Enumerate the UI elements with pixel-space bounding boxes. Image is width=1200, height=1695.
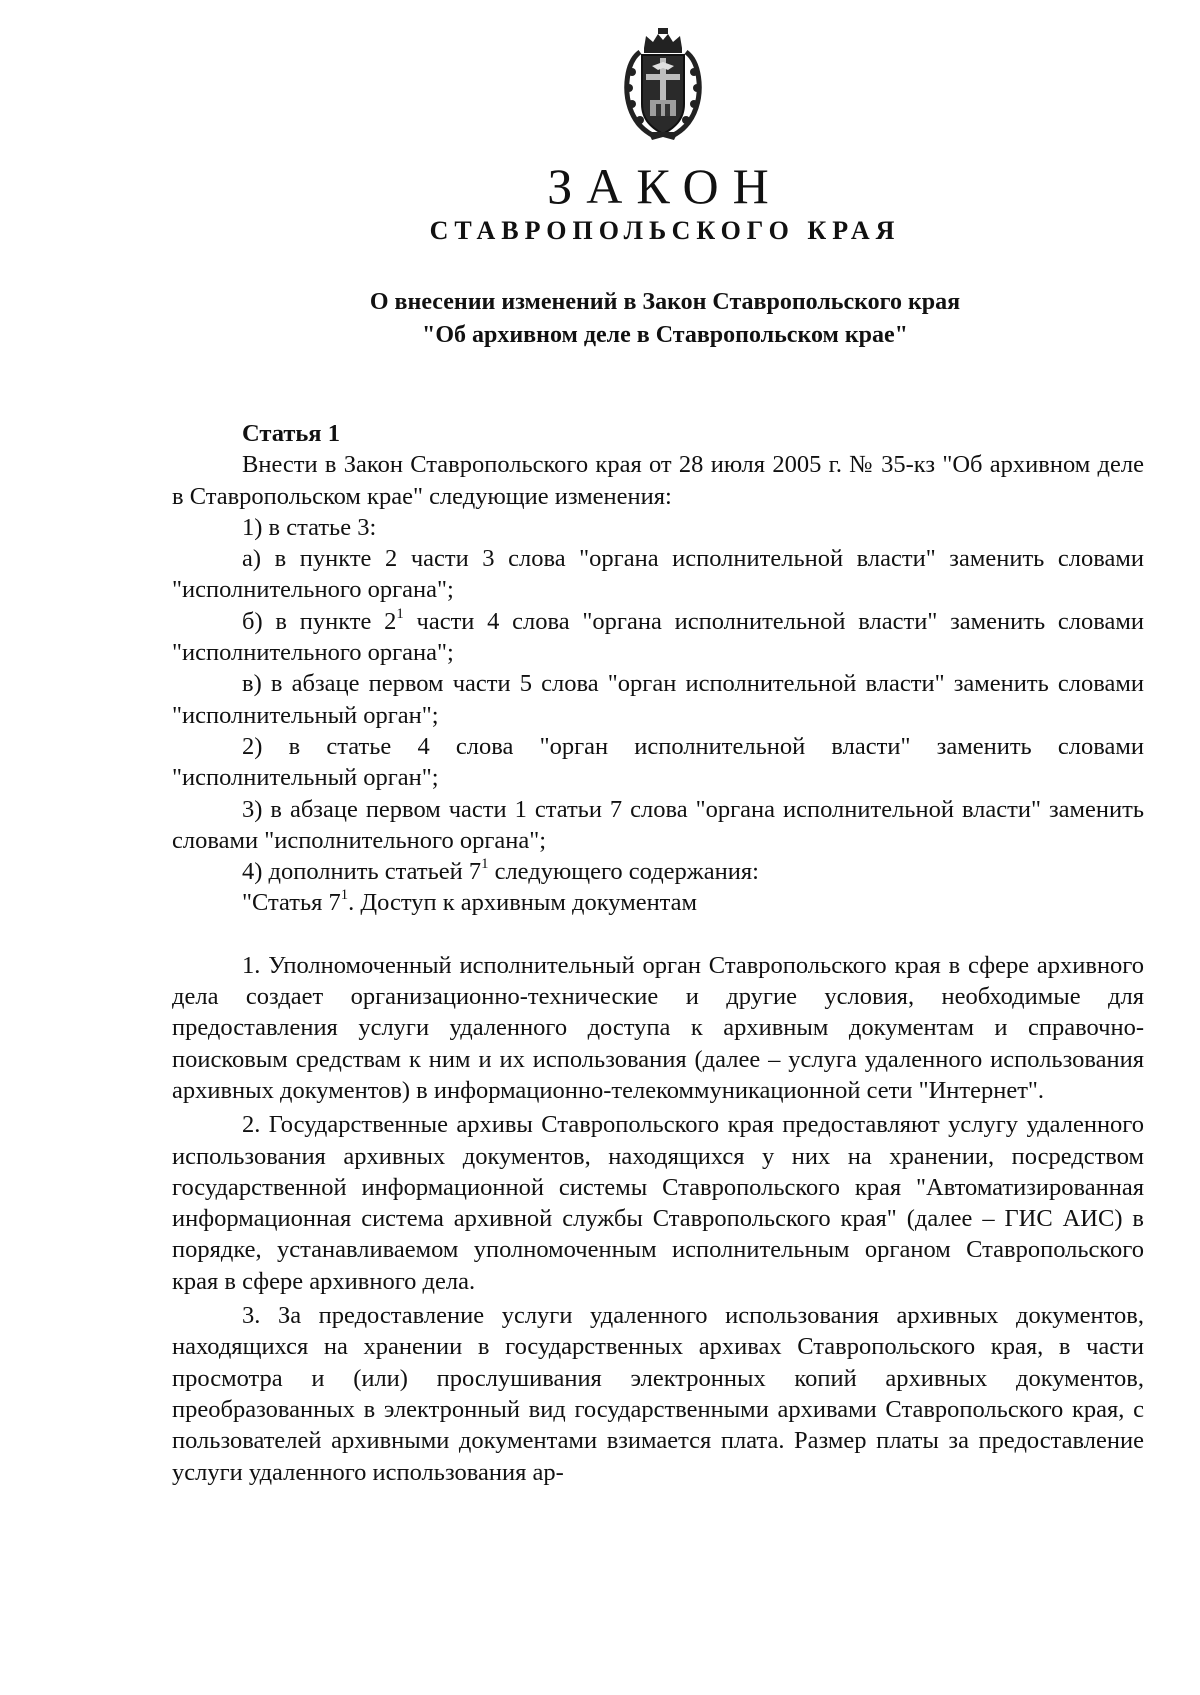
- paragraph-item-1a: а) в пункте 2 части 3 слова "органа исполнительной власти" заменить словами "исполнительного органа";: [172, 545, 1144, 604]
- article-title: Статья 1: [242, 420, 340, 447]
- paragraph-item-3: 3) в абзаце первом части 1 статьи 7 слова "органа исполнительной власти" заменить словами "исполнительного органа";: [172, 795, 1144, 854]
- document-body: [172, 418, 1144, 1488]
- document-subtitle: СТАВРОПОЛЬСКОГО КРАЯ: [429, 216, 901, 245]
- paragraph-item-1c: в) в абзаце первом части 5 слова "орган исполнительной власти" заменить словами "исполнительный орган";: [172, 670, 1144, 729]
- paragraph-item-1b: [172, 606, 1144, 669]
- paragraph-item-1: 1) в статье 3:: [242, 513, 377, 541]
- paragraph-intro: Внести в Закон Ставропольского края от 28 июля 2005 г. № 35-кз "Об архивном деле в Ставропольском крае" следующие изменения:: [172, 451, 1144, 510]
- new-article-text-end: . Доступ к архивным документам: [348, 889, 698, 917]
- item-1b-text-start: б) в пункте 2: [242, 607, 397, 635]
- item-4-text-start: 4) дополнить статьей 7: [242, 858, 482, 886]
- item-1b-text-end: части 4 слова "органа исполнительной власти" заменить словами "исполнительного органа";: [172, 607, 1144, 667]
- paragraph-point-3: 3. За предоставление услуги удаленного использования архивных документов, находящихся на хранении в государственных архивах Ставропольского края, в части просмотра и (или) прослушивания электронных копий архивных документов, преобразованных в электронный вид государственными архивами Ставропольского края, с пользователей архивными документами взимается плата. Размер платы за предоставление услуги удаленного использования ар-: [172, 1302, 1144, 1486]
- law-heading: [150, 286, 1180, 352]
- item-4-superscript: 1: [481, 856, 489, 873]
- paragraph-point-1: 1. Уполномоченный исполнительный орган Ставропольского края в сфере архивного дела создает организационно-технические и другие условия, необходимые для предоставления услуги удаленного доступа к архивным документам и справочно-поисковым средствам к ним и их использования (далее – услуга удаленного использования архивных документов) в информационно-телекоммуникационной сети "Интернет".: [172, 951, 1144, 1104]
- law-heading-line-2: "Об архивном деле в Ставропольском крае": [422, 322, 908, 348]
- item-4-text-end: следующего содержания:: [488, 858, 759, 886]
- new-article-title: [172, 887, 1144, 918]
- paragraph-item-2: 2) в статье 4 слова "орган исполнительной власти" заменить словами "исполнительный орган";: [172, 732, 1144, 792]
- law-heading-line-1: О внесении изменений в Закон Ставропольского края: [369, 289, 961, 315]
- coat-of-arms-icon: [620, 28, 706, 146]
- paragraph-point-2: 2. Государственные архивы Ставропольского края предоставляют услугу удаленного использования архивных документов, находящихся у них на хранении, посредством государственной информационной системы Ставропольского края "Автоматизированная информационная система архивной службы Ставропольского края" (далее – ГИС АИС) в порядке, устанавливаемом уполномоченным исполнительным органом Ставропольского края в сфере архивного дела.: [172, 1111, 1144, 1295]
- item-1b-superscript: 1: [396, 605, 404, 622]
- new-article-superscript: 1: [340, 887, 349, 904]
- document-title: ЗАКОН: [547, 158, 783, 214]
- paragraph-item-4: [172, 856, 1144, 887]
- new-article-text-start: "Статья 7: [242, 889, 341, 917]
